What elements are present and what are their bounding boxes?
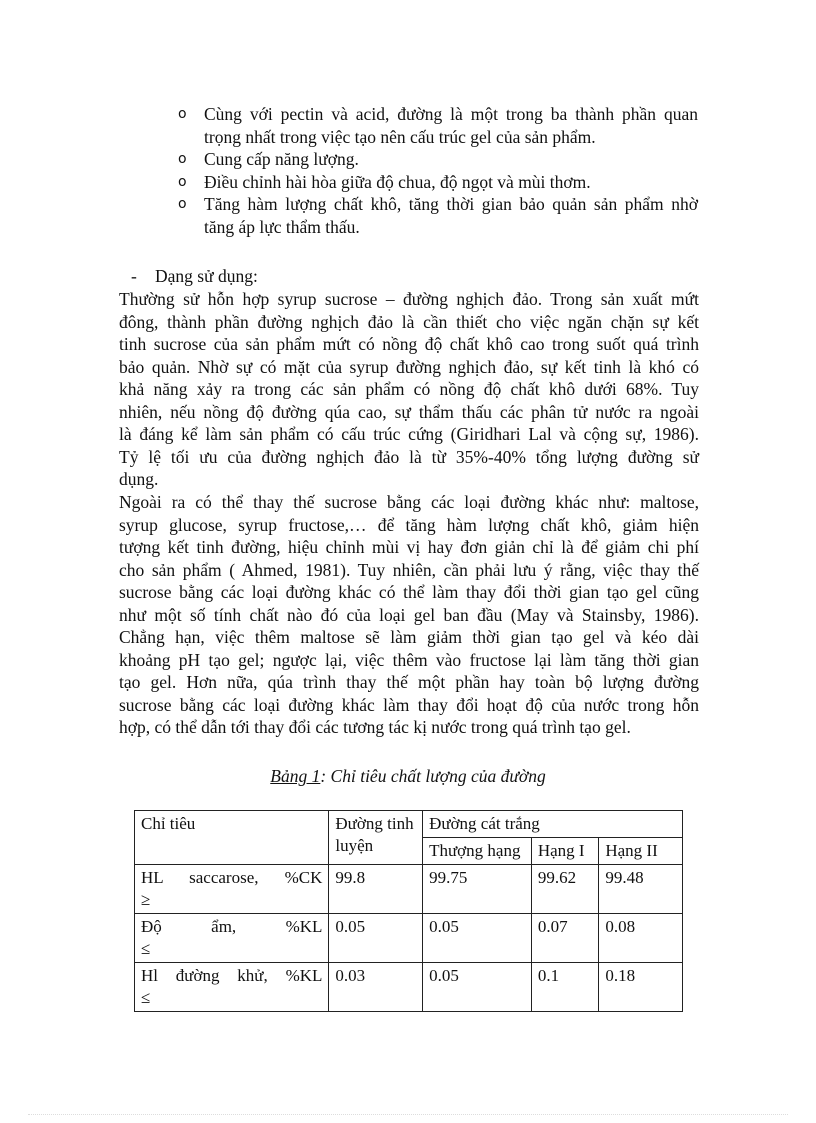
- paragraph-line: Thường sử hỗn hợp syrup sucrose – đường nghịch đảo. Trong sản xuất mứt: [119, 289, 699, 309]
- row-label-cell: [135, 865, 329, 914]
- row-sign: ≤: [141, 988, 151, 1007]
- paragraph-line: Ngoài ra có thể thay thế sucrose bằng các loại đường khác như: maltose,: [119, 492, 699, 512]
- bullet-item: [178, 193, 698, 238]
- row-label: Độ ẩm, %KL: [141, 917, 323, 936]
- paragraph-line: sucrose bằng các loại đường khác làm thay đổi hoạt độ của nước trong hỗn: [119, 694, 699, 715]
- paragraph-line: cho sản phẩm ( Ahmed, 1981). Tuy nhiên, cần phải lưu ý rằng, việc thay thế: [119, 559, 699, 580]
- caption-label: Bảng 1: [270, 766, 321, 786]
- section-heading-text: Dạng sử dụng:: [155, 266, 258, 286]
- paragraph-line: Chẳng hạn, việc thêm maltose sẽ làm giảm thời gian tạo gel và kéo dài: [119, 627, 699, 647]
- dash-bullet-icon: -: [131, 266, 137, 286]
- bullet-item: [178, 148, 698, 171]
- header-cell: Đường tinh luyện: [329, 811, 423, 865]
- paragraph-line: nhiên, nếu nồng độ đường qúa cao, sự thẩm thấu các phân tử nước ra ngoài: [119, 401, 699, 422]
- header-group-cell: Đường cát trắng: [423, 811, 683, 838]
- row-label: HL saccarose, %CK: [141, 868, 323, 887]
- paragraph-line: hợp, có thể dẫn tới thay đổi các tương tác kị nước trong quá trình tạo gel.: [119, 717, 631, 737]
- row-label-cell: [135, 914, 329, 963]
- paragraph-line: như một số tính chất nào đó của loại gel ban đầu (May và Stainsby, 1986).: [119, 604, 699, 625]
- paragraph-2: [119, 491, 699, 739]
- paragraph-line: sucrose bằng các loại đường khác có thể làm thay đổi thời gian tạo gel cũng: [119, 582, 699, 602]
- row-sign: ≤: [141, 939, 151, 958]
- bullet-line: Cùng với pectin và acid, đường là một trong ba thành phần quan: [204, 104, 698, 124]
- paragraph-line: tinh sucrose của sản phẩm mứt có nồng độ chất khô cao trong suốt quá trình: [119, 334, 699, 354]
- value-cell: 0.08: [599, 914, 683, 963]
- value-cell: 0.05: [423, 914, 532, 963]
- paragraph-line: khoảng pH tạo gel; ngược lại, việc thêm vào fructose lại làm tăng thời gian: [119, 649, 699, 670]
- table-header-row: [135, 811, 683, 838]
- paragraph-line: là đáng kể làm sản phẩm có cấu trúc cứng (Giridhari Lal và cộng sự, 1986).: [119, 424, 699, 444]
- page-edge-divider: [28, 1114, 788, 1115]
- circle-bullet-icon: o: [178, 196, 187, 212]
- value-cell: 0.05: [423, 963, 532, 1012]
- paragraph-line: bảo quản. Nhờ sự có mặt của syrup đường nghịch đảo, sự kết tinh là khó có: [119, 356, 699, 377]
- subheader-cell: Hạng I: [531, 838, 598, 865]
- circle-bullet-icon: o: [178, 151, 187, 167]
- table-row: [135, 914, 683, 963]
- value-cell: 0.03: [329, 963, 423, 1012]
- value-cell: 99.75: [423, 865, 532, 914]
- header-cell: Chỉ tiêu: [135, 811, 329, 865]
- table-caption: [0, 765, 816, 788]
- bullet-item: [178, 103, 698, 148]
- bullet-line: Tăng hàm lượng chất khô, tăng thời gian bảo quản sản phẩm nhờ: [204, 194, 698, 214]
- paragraph-line: khả năng xảy ra trong các sản phẩm có nồng độ chất khô dưới 68%. Tuy: [119, 379, 699, 399]
- paragraph-line: tượng kết tinh đường, hiệu chỉnh mùi vị hay đơn giản chỉ là để giảm chi phí: [119, 537, 699, 557]
- bullet-line: trọng nhất trong việc tạo nên cấu trúc gel của sản phẩm.: [204, 126, 596, 147]
- row-label-cell: [135, 963, 329, 1012]
- bullet-line: tăng áp lực thẩm thấu.: [204, 216, 360, 237]
- paragraph-line: tạo gel. Hơn nữa, qúa trình thay thế một phần hay toàn bộ lượng đường: [119, 672, 699, 692]
- value-cell: 99.62: [531, 865, 598, 914]
- paragraph-line: syrup glucose, syrup fructose,… để tăng hàm lượng chất khô, giảm hiện: [119, 514, 699, 535]
- table-row: [135, 865, 683, 914]
- value-cell: 99.8: [329, 865, 423, 914]
- bullet-item: [178, 171, 698, 194]
- circle-bullet-icon: o: [178, 106, 187, 122]
- value-cell: 99.48: [599, 865, 683, 914]
- table-row: [135, 963, 683, 1012]
- paragraph-line: dụng.: [119, 469, 159, 489]
- row-label: Hl đường khử, %KL: [141, 966, 323, 985]
- subheader-cell: Hạng II: [599, 838, 683, 865]
- bullet-line: Cung cấp năng lượng.: [204, 149, 359, 169]
- caption-text: : Chỉ tiêu chất lượng của đường: [320, 766, 546, 786]
- value-cell: 0.1: [531, 963, 598, 1012]
- value-cell: 0.18: [599, 963, 683, 1012]
- bullet-list: [178, 103, 698, 238]
- circle-bullet-icon: o: [178, 173, 187, 190]
- paragraph-1: [119, 288, 699, 491]
- row-sign: ≥: [141, 890, 151, 909]
- paragraph-line: đông, thành phần đường nghịch đảo là cần thiết cho việc ngăn chặn sự kết: [119, 311, 699, 332]
- paragraph-line: Tỷ lệ tối ưu của đường nghịch đảo là từ 35%-40% tổng lượng đường sử: [119, 446, 699, 467]
- sugar-quality-table: [134, 810, 683, 1012]
- value-cell: 0.05: [329, 914, 423, 963]
- subheader-cell: Thượng hạng: [423, 838, 532, 865]
- value-cell: 0.07: [531, 914, 598, 963]
- section-heading: [131, 265, 258, 288]
- bullet-line: Điều chỉnh hài hòa giữa độ chua, độ ngọt và mùi thơm.: [204, 171, 591, 192]
